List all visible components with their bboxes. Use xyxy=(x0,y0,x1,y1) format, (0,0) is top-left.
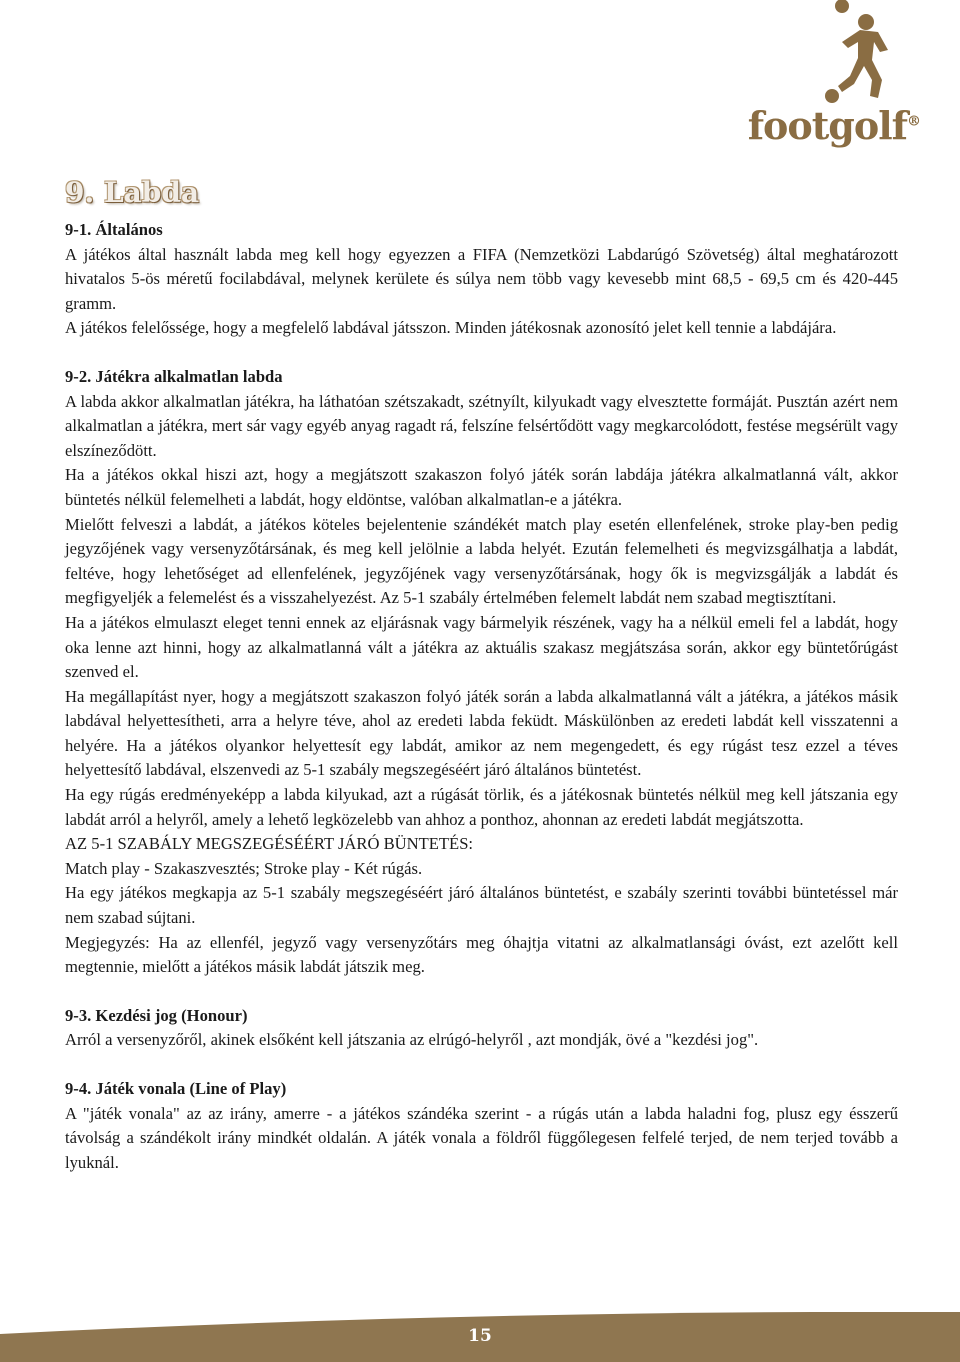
paragraph: A játékos felelőssége, hogy a megfelelő labdával játsszon. Minden játékosnak azonosító jelet kell tennie a labdájára. xyxy=(65,318,837,338)
paragraph: A labda akkor alkalmatlan játékra, ha láthatóan szétszakadt, szétnyílt, kilyukadt vagy elvesztette formáját. Pusztán azért nem alkalmatlan a játékra, mert sár vagy egyéb anyag ragadt rá, felszíne felsértődött vagy megkarcolódott, festése megsérült vagy elszíneződött. xyxy=(65,391,898,460)
section-title-9-3: 9-3. Kezdési jog (Honour) xyxy=(65,1005,248,1025)
paragraph: Match play - Szakaszvesztés; Stroke play - Két rúgás. xyxy=(65,858,423,878)
footgolf-logo-text: footgolf® xyxy=(747,103,920,148)
chapter-heading: 9. Labda xyxy=(65,176,200,209)
paragraph: A játékos által használt labda meg kell hogy egyezzen a FIFA (Nemzetközi Labdarúgó Szövetség) által meghatározott hivatalos 5-ös méretű focilabdával, melynek kerülete és súlya nem több vagy kevesebb mint 68,5 - 69,5 cm és 420-445 gramm. xyxy=(65,244,898,313)
page-number: 15 xyxy=(468,1326,492,1346)
paragraph: Arról a versenyzőről, akinek elsőként kell játszania az elrúgó-helyről , azt mondják, övé a "kezdési jog". xyxy=(65,1030,759,1050)
section-title-9-1: 9-1. Általános xyxy=(65,220,163,239)
footgolf-logo xyxy=(747,0,920,150)
body-content xyxy=(65,218,898,1175)
penalty-heading: AZ 5-1 SZABÁLY MEGSZEGÉSÉÉRT JÁRÓ BÜNTETÉS: xyxy=(65,834,474,854)
paragraph: Ha megállapítást nyer, hogy a megjátszott szakaszon folyó játék során a labda alkalmatlanná vált a játékra, a játékos másik labdával helyettesítheti, arra a helyre téve, ahol az eredeti labda feküdt. Máskülönben az eredeti labdát kell visszatenni a helyére. Ha a játékos olyankor helyettesít egy labdát, amikor az nem megengedett, és egy rúgást tesz ezzel a téves helyettesítő labdával, elszenvedi az 5-1 szabály megszegéséért járó általános büntetést. xyxy=(65,686,898,780)
paragraph: Ha egy rúgás eredményeképp a labda kilyukad, azt a rúgását törlik, és a játékosnak büntetés nélkül meg kell játszania egy labdát arról a helyről, amely a lehető legközelebb van ahhoz a ponthoz, ahonnan az eredeti labdát megjátszotta. xyxy=(65,785,898,829)
player-silhouette-icon xyxy=(820,0,900,105)
section-title-9-2: 9-2. Játékra alkalmatlan labda xyxy=(65,366,283,386)
paragraph: A "játék vonala" az az irány, amerre - a játékos szándéka szerint - a rúgás után a labda haladni fog, plusz egy ésszerű távolság a szándékolt irány mindkét oldalán. A játék vonala a földről függőlegesen felfelé terjed, de nem terjed tovább a lyuknál. xyxy=(65,1103,898,1172)
paragraph: Ha a játékos okkal hiszi azt, hogy a megjátszott szakaszon folyó játék során labdája játékra alkalmatlanná vált, akkor büntetés nélkül felemelheti a labdát, hogy eldöntse, valóban alkalmatlan-e a játékra. xyxy=(65,465,898,509)
section-title-9-4: 9-4. Játék vonala (Line of Play) xyxy=(65,1079,287,1098)
paragraph: Ha a játékos elmulaszt eleget tenni ennek az eljárásnak vagy bármelyik részének, vagy ha a nélkül emeli fel a labdát, hogy oka lenne azt hinni, hogy az alkalmatlanná vált a játékra az aktuális szakasz megjátszása során, akkor egy büntetőrúgást szenved el. xyxy=(65,612,898,682)
paragraph: Mielőtt felveszi a labdát, a játékos köteles bejelentenie szándékét match play esetén ellenfelének, stroke play-ben pedig jegyzőjének vagy versenyzőtársának, és meg kell jelölnie a labda helyét. Ezután felemelheti és megvizsgálhatja a labdát, feltéve, hogy lehetőséget ad ellenfelének, jegyzőjének vagy versenyzőtársának, hogy ők is megvizsgálják a labdát és megfigyeljék a felemelést és a visszahelyezést. Az 5-1 szabály értelmében felemelt labdát nem szabad megtisztítani. xyxy=(65,514,898,608)
page-footer xyxy=(0,1312,960,1362)
note-paragraph: Megjegyzés: Ha az ellenfél, jegyző vagy versenyzőtárs meg óhajtja vitatni az alkalmatlansági óvást, ezt azelőtt kell megtennie, mielőtt a játékos másik labdát játszik meg. xyxy=(65,932,898,977)
paragraph: Ha egy játékos megkapja az 5-1 szabály megszegéséért járó általános büntetést, e szabály szerinti további büntetéssel már nem szabad sújtani. xyxy=(65,883,898,928)
registered-mark: ® xyxy=(907,113,920,130)
